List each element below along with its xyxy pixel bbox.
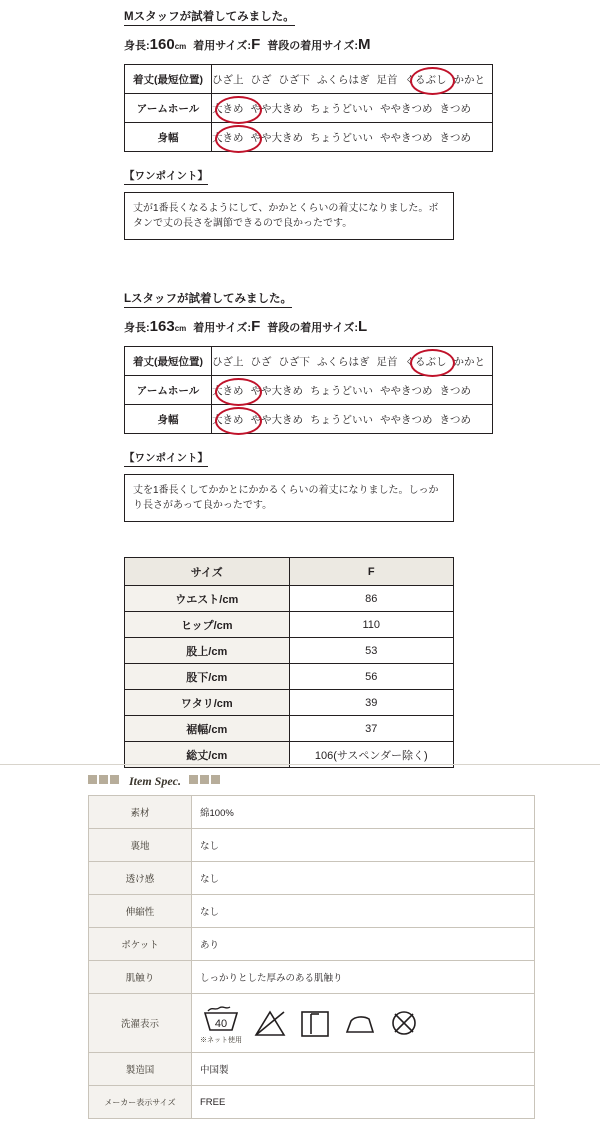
spec-key: ポケット (89, 928, 192, 961)
fit-option: ひざ (250, 355, 272, 368)
fit-option: ひざ上 (212, 355, 244, 368)
item-spec-title: Item Spec. (129, 773, 181, 788)
height-label: 身長: (124, 322, 150, 334)
wash-net-note: ※ネット使用 (200, 1036, 242, 1044)
fit-option: やや大きめ (250, 102, 303, 115)
fit-row-options (212, 94, 493, 123)
spec-key: 製造国 (89, 1053, 192, 1086)
height-unit: cm (174, 324, 187, 333)
spec-table (88, 795, 535, 1119)
size-row-label: ヒップ/cm (125, 612, 290, 638)
wash-tub-40-icon (200, 1002, 242, 1045)
no-dryclean-icon (388, 1008, 420, 1038)
no-tumble-dry-icon (298, 1008, 332, 1038)
table-row (89, 994, 535, 1053)
size-row-label: 股上/cm (125, 638, 290, 664)
table-row (89, 796, 535, 829)
fit-option-selected: 大きめ (212, 384, 244, 397)
fit-option: ひざ上 (212, 73, 244, 86)
spec-key: 裏地 (89, 829, 192, 862)
size-chart (0, 557, 600, 768)
fit-option: やや大きめ (250, 384, 303, 397)
fit-option: ちょうどいい (310, 384, 373, 397)
fit-option-selected: かかと (453, 355, 485, 368)
staff-review-block-l (0, 292, 600, 522)
fit-option: ひざ下 (278, 355, 310, 368)
height-unit: cm (174, 42, 187, 51)
spec-key: 素材 (89, 796, 192, 829)
staff-review-meta (124, 37, 600, 55)
wear-size-value: F (251, 318, 261, 335)
size-row-label: 裾幅/cm (125, 716, 290, 742)
height-value: 163 (149, 318, 175, 335)
fit-option: ふくらはぎ (317, 355, 370, 368)
staff-review-title: Mスタッフが試着してみました。 (124, 10, 295, 26)
size-row-value: 86 (289, 586, 454, 612)
fit-option: きつめ (439, 384, 471, 397)
table-row (89, 1053, 535, 1086)
usual-size-value: L (358, 318, 368, 335)
onepoint-text: 丈が1番長くなるようにして、かかとくらいの着丈になりました。ボタンで丈の長さを調節できるので良かったです。 (124, 192, 454, 240)
fit-option-selected: かかと (453, 73, 485, 86)
height-value: 160 (149, 36, 175, 53)
fit-row-label: 身幅 (125, 123, 212, 152)
height-label: 身長: (124, 40, 150, 52)
usual-size-label: 普段の着用サイズ: (267, 40, 359, 52)
table-row (89, 1086, 535, 1119)
fit-option: ひざ (250, 73, 272, 86)
fit-row-label: アームホール (125, 94, 212, 123)
table-row (125, 376, 493, 405)
fit-option: きつめ (439, 131, 471, 144)
onepoint-title: 【ワンポイント】 (124, 450, 208, 467)
wash-symbol-list (200, 998, 526, 1048)
fit-option: 足首 (376, 73, 398, 86)
wash-tub-40-glyph (201, 1002, 241, 1034)
table-row (125, 690, 454, 716)
fit-option: やや大きめ (250, 413, 303, 426)
no-bleach-icon (252, 1008, 288, 1038)
decoration-squares-right (189, 775, 222, 787)
fit-row-label: 着丈(最短位置) (125, 347, 212, 376)
spec-value: あり (192, 928, 535, 961)
table-row (89, 928, 535, 961)
fit-row-options (212, 347, 493, 376)
fit-row-options (212, 65, 493, 94)
size-row-value: 39 (289, 690, 454, 716)
size-row-value: 37 (289, 716, 454, 742)
table-row (125, 638, 454, 664)
fit-row-label: 身幅 (125, 405, 212, 434)
fit-option: きつめ (439, 413, 471, 426)
fit-option: ややきつめ (380, 102, 433, 115)
table-row (89, 895, 535, 928)
size-row-label: 総丈/cm (125, 742, 290, 768)
staff-review-meta (124, 319, 600, 337)
usual-size-label: 普段の着用サイズ: (267, 322, 359, 334)
fit-row-options (212, 123, 493, 152)
table-row (125, 347, 493, 376)
size-table (124, 557, 454, 768)
fit-option-selected: 大きめ (212, 413, 244, 426)
wash-temp-text: 40 (214, 1017, 228, 1030)
table-row (125, 664, 454, 690)
size-row-value: 53 (289, 638, 454, 664)
spec-key: 洗濯表示 (89, 994, 192, 1053)
fit-table (124, 346, 493, 434)
fit-option: ちょうどいい (310, 413, 373, 426)
fit-option-selected: 大きめ (212, 102, 244, 115)
section-divider (0, 764, 600, 765)
table-row (89, 862, 535, 895)
spec-value: FREE (192, 1086, 535, 1119)
size-table-header-f: F (289, 558, 454, 586)
size-row-label: 股下/cm (125, 664, 290, 690)
table-header-row (125, 558, 454, 586)
onepoint-title: 【ワンポイント】 (124, 168, 208, 185)
spec-value: なし (192, 862, 535, 895)
size-row-value: 106(サスペンダー除く) (289, 742, 454, 768)
item-spec-heading (88, 773, 600, 789)
usual-size-value: M (358, 36, 371, 53)
spec-key: 肌触り (89, 961, 192, 994)
staff-review-block-m (0, 10, 600, 240)
staff-review-title: Lスタッフが試着してみました。 (124, 292, 292, 308)
table-row (125, 123, 493, 152)
wash-symbols-cell (192, 994, 535, 1053)
wear-size-value: F (251, 36, 261, 53)
size-row-label: ウエスト/cm (125, 586, 290, 612)
size-row-value: 56 (289, 664, 454, 690)
wear-size-label: 着用サイズ: (193, 322, 252, 334)
table-row (125, 612, 454, 638)
spec-value: なし (192, 829, 535, 862)
fit-option: やや大きめ (250, 131, 303, 144)
fit-option: 足首 (376, 355, 398, 368)
table-row (89, 829, 535, 862)
size-row-value: 110 (289, 612, 454, 638)
fit-option: ややきつめ (380, 131, 433, 144)
fit-option: ややきつめ (380, 384, 433, 397)
fit-option-selected: 大きめ (212, 131, 244, 144)
item-spec-section (0, 773, 600, 1119)
wear-size-label: 着用サイズ: (193, 40, 252, 52)
table-row (125, 94, 493, 123)
fit-option: ひざ下 (278, 73, 310, 86)
fit-row-label: アームホール (125, 376, 212, 405)
iron-icon (342, 1008, 378, 1038)
spec-key: メーカー表示サイズ (89, 1086, 192, 1119)
fit-row-options (212, 376, 493, 405)
fit-table (124, 64, 493, 152)
table-row (89, 961, 535, 994)
table-row (125, 65, 493, 94)
onepoint-text: 丈を1番長くしてかかとにかかるくらいの着丈になりました。しっかり長さがあって良かったです。 (124, 474, 454, 522)
fit-option: ちょうどいい (310, 102, 373, 115)
size-row-label: ワタリ/cm (125, 690, 290, 716)
size-table-header-size: サイズ (125, 558, 290, 586)
spec-key: 透け感 (89, 862, 192, 895)
table-row (125, 405, 493, 434)
fit-row-options (212, 405, 493, 434)
fit-option: ふくらはぎ (317, 73, 370, 86)
spec-value: しっかりとした厚みのある肌触り (192, 961, 535, 994)
fit-option: くるぶし (404, 73, 447, 86)
spec-value: 綿100% (192, 796, 535, 829)
fit-option: くるぶし (404, 355, 447, 368)
decoration-squares-left (88, 775, 121, 787)
fit-option: ちょうどいい (310, 131, 373, 144)
fit-option: きつめ (439, 102, 471, 115)
fit-row-label: 着丈(最短位置) (125, 65, 212, 94)
spec-value: なし (192, 895, 535, 928)
table-row (125, 716, 454, 742)
fit-option: ややきつめ (380, 413, 433, 426)
spec-value: 中国製 (192, 1053, 535, 1086)
spec-key: 伸縮性 (89, 895, 192, 928)
table-row (125, 586, 454, 612)
